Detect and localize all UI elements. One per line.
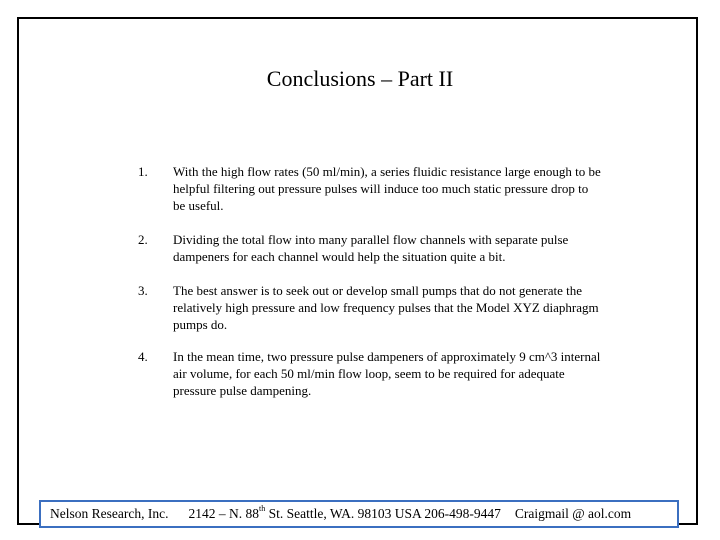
footer-bar [39,500,679,528]
footer-address-superscript: th [258,504,266,513]
slide-title: Conclusions – Part II [266,66,454,91]
footer-company: Nelson Research, Inc. [50,506,169,521]
list-item-text: Dividing the total flow into many parallel flow channels with separate pulse dampeners for each channel would help the situation quite a bit. [173,232,569,264]
footer-address-prefix: 2142 – N. 88 [188,506,259,521]
list-item-number: 3. [138,283,148,298]
list-item-number: 1. [138,164,148,179]
slide-frame [17,17,698,525]
footer-address [168,506,500,522]
list-item-text: With the high flow rates (50 ml/min), a series fluidic resistance large enough to be helpful filtering out pressure pulses will induce too much static pressure drop to be useful. [173,164,601,213]
list-item-number: 2. [138,232,148,247]
list-item-text: In the mean time, two pressure pulse dampeners of approximately 9 cm^3 internal air volume, for each 50 ml/min flow loop, seem to be required for adequate pressure pulse dampening. [173,349,601,398]
footer-address-suffix: St. Seattle, WA. 98103 USA 206-498-9447 [265,506,501,521]
list-item-number: 4. [138,349,148,364]
footer-email: Craigmail @ aol.com [514,506,632,521]
list-item-text: The best answer is to seek out or develop small pumps that do not generate the relatively high pressure and low frequency pulses that the Model XYZ diaphragm pumps do. [173,283,599,332]
